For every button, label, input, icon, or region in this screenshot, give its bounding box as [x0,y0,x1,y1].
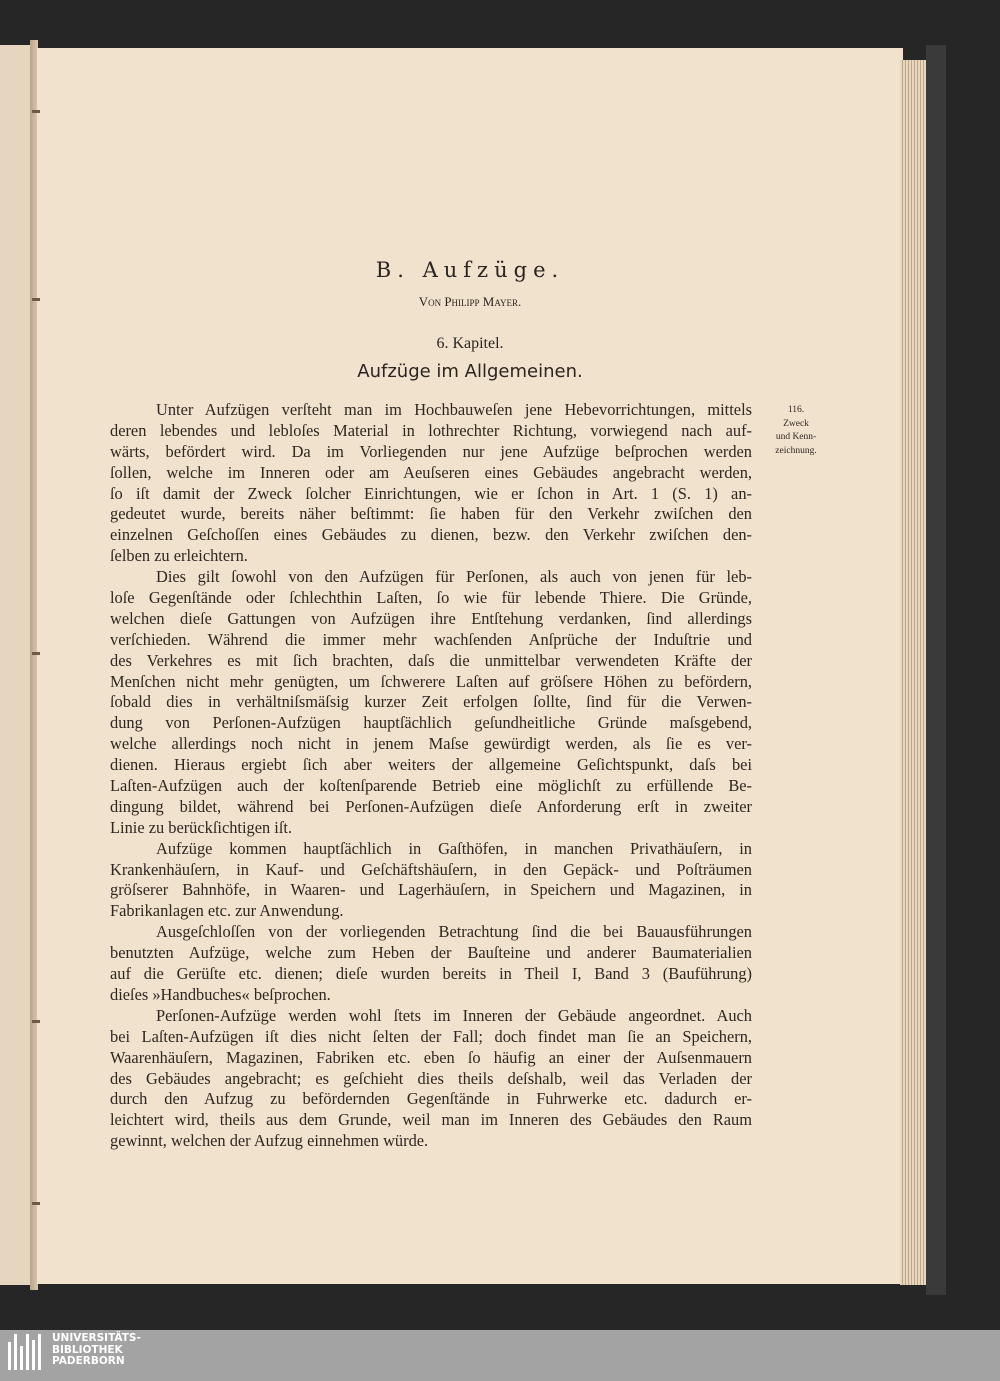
text-line: gewinnt, welchen der Aufzug einnehmen würde. [110,1131,429,1151]
text-line: durch den Aufzug zu befördernden Gegenſtände in Fuhrwerke etc. dadurch er- [110,1089,752,1109]
text-line: welchen dieſe Gattungen von Aufzügen ihre Entſtehung verdanken, ſind allerdings [110,608,752,628]
margin-line: und Kenn- [775,432,817,442]
left-page-edge [0,45,34,1285]
stitch [32,298,40,301]
paragraph [110,1006,752,1152]
text-line: Aufzüge kommen hauptſächlich in Gaſthöfen, in manchen Privathäuſern, in [156,838,752,858]
text-line: dienen. Hieraus ergiebt ſich aber weiters der allgemeine Geſichtspunkt, daſs bei [110,755,752,775]
text-line: des Gebäudes angebracht; es geſchieht dies theils deſshalb, weil das Verladen der [110,1068,752,1088]
chapter-title: Aufzüge im Allgemeinen. [357,361,583,382]
text-line: gedeutet wurde, bereits näher beſtimmt: ſie haben für den Verkehr zwiſchen den [110,504,752,524]
logo-line: UNIVERSITÄTS- [52,1332,141,1344]
margin-line: Zweck [783,418,809,429]
text-line: wärts, befördert wird. Da im Vorliegenden nur jene Aufzüge beſprochen werden [110,441,752,461]
stitch [32,110,40,113]
text-line: Linie zu berückſichtigen iſt. [110,817,293,837]
text-line: gröſserer Bahnhöfe, in Waaren- und Lagerhäuſern, in Speichern und Magazinen, in [110,880,752,900]
body-text [110,400,752,1152]
book-cover [926,45,946,1295]
paragraph [110,922,752,1006]
text-line: Menſchen nicht mehr genügten, um ſchwerere Laſten auf gröſsere Höhen zu befördern, [110,671,752,691]
text-line: einzelnen Geſchoſſen eines Gebäudes zu dienen, bezw. den Verkehr zwiſchen den- [110,525,752,545]
text-line: ſelben zu erleichtern. [110,546,248,566]
footer-bar [0,1330,1000,1381]
text-line: des Verkehres es mit ſich brachten, daſs die unmittelbar verwendeten Kräfte der [110,650,752,670]
text-line: auf die Gerüſte etc. dienen; dieſe wurden bereits in Theil I, Band 3 (Bauführung) [110,964,752,984]
paragraph [110,400,752,567]
stitch [32,652,40,655]
text-line: Unter Aufzügen verſteht man im Hochbauweſen jene Hebevorrichtungen, mittels [156,400,752,419]
text-line: benutzten Aufzüge, welche zum Heben der Bauſteine und anderer Baumaterialien [110,943,752,963]
text-line: dieſes »Handbuches« beſprochen. [110,984,331,1004]
text-line: welche allerdings noch nicht in jenem Maſse gewürdigt werden, als ſie es ver- [110,734,752,754]
text-line: deren lebendes und lebloſes Material in lothrechter Richtung, vorwiegend nach auf- [110,420,752,440]
author-line: Von Philipp Mayer. [418,294,522,309]
text-line: Krankenhäuſern, in Kauf- und Geſchäftshäuſern, in den Gepäck- und Poſträumen [110,859,752,879]
text-line: Waarenhäuſern, Magazinen, Fabriken etc. eben ſo häufig an einer der Auſsenmauern [110,1047,752,1067]
text-line: Fabrikanlagen etc. zur Anwendung. [110,901,344,921]
paragraph [110,567,752,839]
text-line: bei Laſten-Aufzügen iſt dies nicht ſelten der Fall; doch findet man ſie an Speichern, [110,1026,752,1046]
text-line: ſollen, welche im Inneren oder am Aeuſseren eines Gebäudes angebracht werden, [110,462,752,482]
chapter-number: 6. Kapitel. [436,335,504,352]
text-line: Perſonen-Aufzüge werden wohl ſtets im Inneren der Gebäude angeordnet. Auch [156,1005,752,1025]
text-line: Dies gilt ſowohl von den Aufzügen für Perſonen, als auch von jenen für leb- [156,567,752,587]
text-line: loſe Gegenſtände oder ſchlechthin Laſten, ſo wie für lebende Thiere. Die Gründe, [110,588,752,608]
text-line: dingung bildet, während bei Perſonen-Aufzügen dieſe Anforderung erſt in zweiter [110,796,752,816]
stitch [32,1202,40,1205]
text-line: ſo iſt damit der Zweck ſolcher Einrichtungen, wie er ſchon in Art. 1 (S. 1) an- [110,483,752,503]
text-line: ſobald dies in verhältniſsmäſsig kurzer Zeit erfolgen ſollte, ſind für die Verwen- [110,692,752,712]
paragraph [110,839,752,923]
margin-line: zeichnung. [775,445,817,456]
section-heading: B. Aufzüge. [375,258,565,282]
logo-line: PADERBORN [52,1355,125,1367]
library-logo-text [52,1333,141,1368]
margin-number: 116. [787,405,805,415]
logo-line: BIBLIOTHEK [52,1343,123,1356]
text-line: Laſten-Aufzügen auch der koſtenſparende Betrieb eine möglichſt zu erfüllende Be- [110,776,752,796]
stitch [32,1020,40,1023]
text-line: verſchieden. Während die immer mehr wachſenden Anſprüche der Induſtrie und [110,629,752,649]
text-line: leichtert wird, theils aus dem Grunde, weil man im Inneren des Gebäudes den Raum [110,1110,752,1130]
library-logo-icon [8,1334,44,1374]
page-edges [900,60,928,1285]
margin-note [760,404,832,458]
text-line: dung von Perſonen-Aufzügen hauptſächlich geſundheitliche Gründe maſsgebend, [110,713,752,733]
text-line: Ausgeſchloſſen von der vorliegenden Betrachtung ſind die bei Bauausführungen [156,922,752,942]
